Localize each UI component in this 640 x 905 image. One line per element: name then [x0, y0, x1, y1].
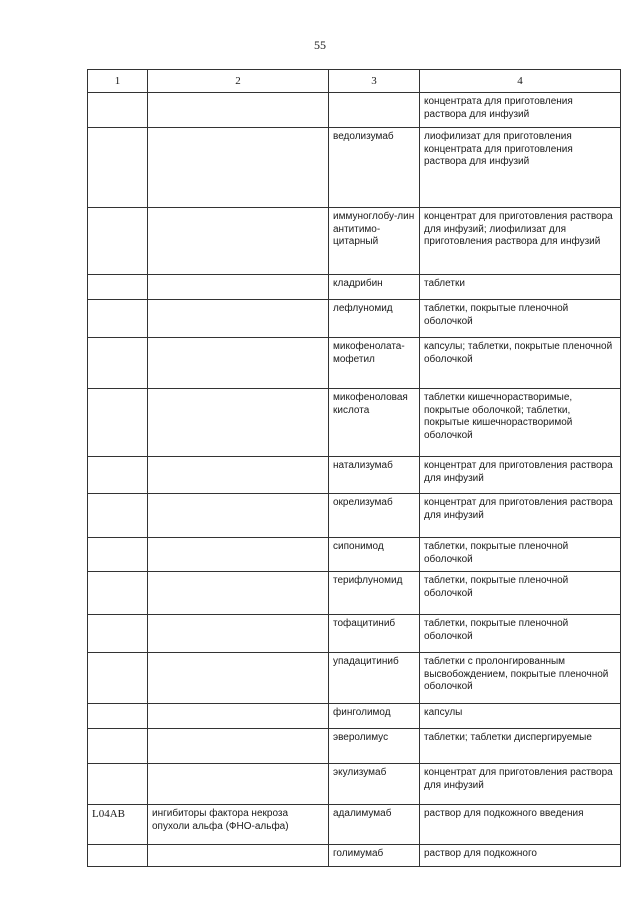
header-cell-2: 2: [148, 70, 329, 93]
drug-name-cell: иммуноглобу-лин антитимо-цитарный: [329, 208, 420, 275]
group-cell: ингибиторы фактора некроза опухоли альфа (ФНО-альфа): [148, 805, 329, 845]
dosage-form-cell: таблетки, покрытые пленочной оболочкой: [420, 538, 621, 572]
dosage-form-cell: концентрат для приготовления раствора для инфузий: [420, 457, 621, 494]
dosage-form-cell: концентрата для приготовления раствора для инфузий: [420, 93, 621, 128]
table-row: [88, 729, 621, 764]
header-cell-1: 1: [88, 70, 148, 93]
dosage-form-cell: капсулы: [420, 704, 621, 729]
drug-name-cell: тофацитиниб: [329, 615, 420, 653]
table-row: [88, 494, 621, 538]
header-cell-4: 4: [420, 70, 621, 93]
code-cell: [88, 128, 148, 208]
dosage-form-cell: таблетки, покрытые пленочной оболочкой: [420, 572, 621, 615]
group-cell: [148, 615, 329, 653]
group-cell: [148, 300, 329, 338]
code-cell: [88, 572, 148, 615]
table-row: [88, 457, 621, 494]
code-cell: [88, 93, 148, 128]
dosage-form-cell: лиофилизат для приготовления концентрата для приготовления раствора для инфузий: [420, 128, 621, 208]
code-cell: [88, 300, 148, 338]
drug-name-cell: терифлуномид: [329, 572, 420, 615]
table-row: [88, 805, 621, 845]
group-cell: [148, 538, 329, 572]
code-cell: [88, 538, 148, 572]
drug-name-cell: упадацитиниб: [329, 653, 420, 704]
table-row: [88, 389, 621, 457]
dosage-form-cell: таблетки кишечнорастворимые, покрытые оболочкой; таблетки, покрытые кишечнорастворимой оболочкой: [420, 389, 621, 457]
drug-name-cell: микофеноловая кислота: [329, 389, 420, 457]
group-cell: [148, 128, 329, 208]
code-cell: [88, 653, 148, 704]
drug-name-cell: сипонимод: [329, 538, 420, 572]
dosage-form-cell: таблетки, покрытые пленочной оболочкой: [420, 300, 621, 338]
drug-name-cell: голимумаб: [329, 845, 420, 867]
table-row: [88, 93, 621, 128]
code-cell: [88, 704, 148, 729]
dosage-form-cell: концентрат для приготовления раствора для инфузий; лиофилизат для приготовления раствора для инфузий: [420, 208, 621, 275]
group-cell: [148, 494, 329, 538]
dosage-form-cell: концентрат для приготовления раствора для инфузий: [420, 764, 621, 805]
group-cell: [148, 729, 329, 764]
group-cell: [148, 208, 329, 275]
drug-name-cell: адалимумаб: [329, 805, 420, 845]
drug-name-cell: натализумаб: [329, 457, 420, 494]
drug-table: [87, 69, 621, 867]
drug-name-cell: микофенолата-мофетил: [329, 338, 420, 389]
group-cell: [148, 764, 329, 805]
group-cell: [148, 572, 329, 615]
table-row: [88, 208, 621, 275]
drug-name-cell: кладрибин: [329, 275, 420, 300]
table-row: [88, 538, 621, 572]
dosage-form-cell: таблетки, покрытые пленочной оболочкой: [420, 615, 621, 653]
group-cell: [148, 338, 329, 389]
code-cell: [88, 389, 148, 457]
table-row: [88, 653, 621, 704]
code-cell: [88, 494, 148, 538]
code-cell: [88, 845, 148, 867]
dosage-form-cell: таблетки с пролонгированным высвобождением, покрытые пленочной оболочкой: [420, 653, 621, 704]
page-number: 55: [314, 38, 326, 52]
dosage-form-cell: таблетки; таблетки диспергируемые: [420, 729, 621, 764]
drug-name-cell: окрелизумаб: [329, 494, 420, 538]
table-row: [88, 128, 621, 208]
group-cell: [148, 704, 329, 729]
table-header-row: [88, 70, 621, 93]
table-row: [88, 764, 621, 805]
drug-name-cell: лефлуномид: [329, 300, 420, 338]
group-cell: [148, 93, 329, 128]
group-cell: [148, 845, 329, 867]
code-cell: [88, 275, 148, 300]
code-cell: [88, 338, 148, 389]
drug-name-cell: экулизумаб: [329, 764, 420, 805]
table-row: [88, 275, 621, 300]
table-row: [88, 704, 621, 729]
drug-name-cell: [329, 93, 420, 128]
code-cell: [88, 615, 148, 653]
header-cell-3: 3: [329, 70, 420, 93]
table-row: [88, 338, 621, 389]
dosage-form-cell: раствор для подкожного: [420, 845, 621, 867]
table-row: [88, 300, 621, 338]
dosage-form-cell: капсулы; таблетки, покрытые пленочной оболочкой: [420, 338, 621, 389]
drug-name-cell: ведолизумаб: [329, 128, 420, 208]
table-row: [88, 615, 621, 653]
code-cell: L04AB: [88, 805, 148, 845]
group-cell: [148, 653, 329, 704]
table-row: [88, 845, 621, 867]
code-cell: [88, 729, 148, 764]
code-cell: [88, 457, 148, 494]
drug-name-cell: эверолимус: [329, 729, 420, 764]
drug-name-cell: финголимод: [329, 704, 420, 729]
group-cell: [148, 389, 329, 457]
dosage-form-cell: концентрат для приготовления раствора для инфузий: [420, 494, 621, 538]
code-cell: [88, 764, 148, 805]
group-cell: [148, 275, 329, 300]
dosage-form-cell: таблетки: [420, 275, 621, 300]
group-cell: [148, 457, 329, 494]
code-cell: [88, 208, 148, 275]
dosage-form-cell: раствор для подкожного введения: [420, 805, 621, 845]
table-row: [88, 572, 621, 615]
